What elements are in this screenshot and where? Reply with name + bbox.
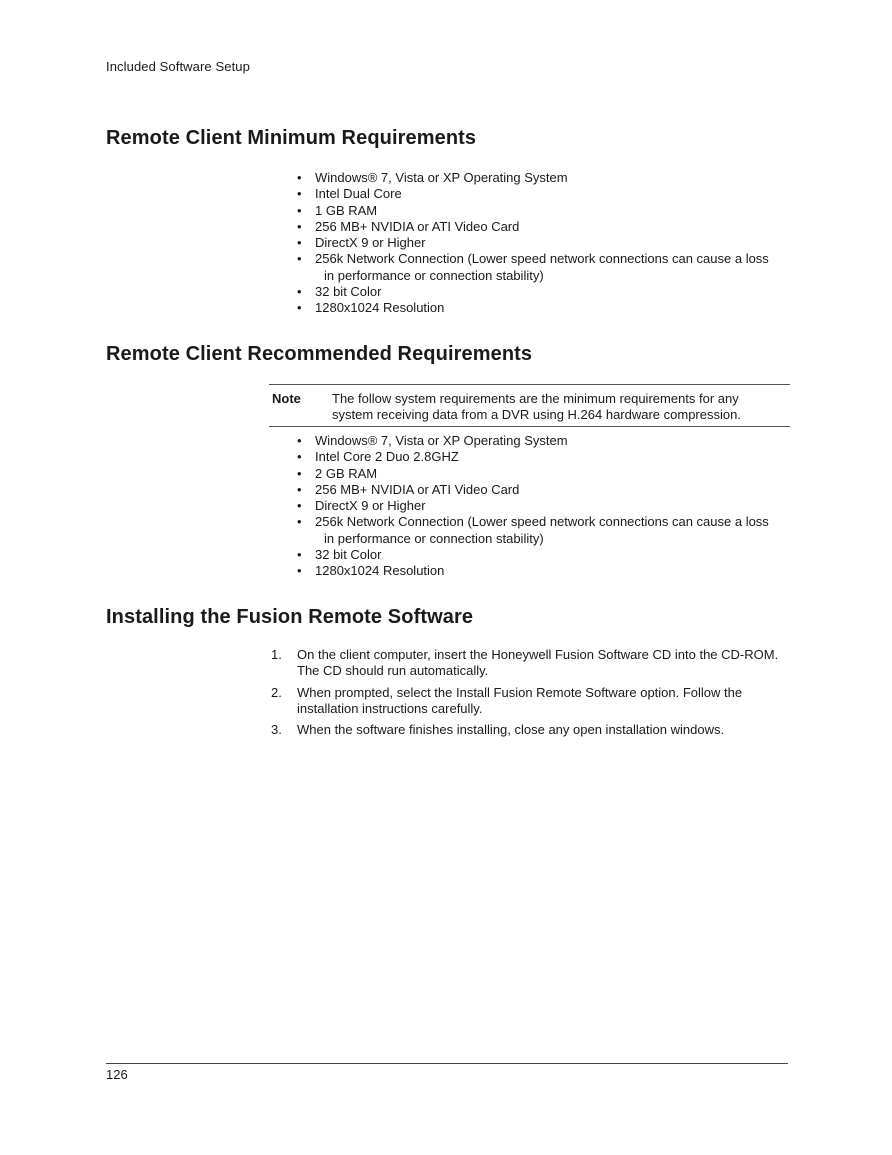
- step-item: [271, 722, 796, 738]
- note-box: [269, 384, 790, 427]
- list-item: • Intel Dual Core: [297, 186, 797, 202]
- note-label: Note: [272, 391, 301, 406]
- step-text: When the software finishes installing, close any open installation windows.: [297, 722, 725, 738]
- step-item: [271, 647, 796, 680]
- section-title-recommended-requirements: Remote Client Recommended Requirements: [106, 343, 533, 365]
- section-title-installing: Installing the Fusion Remote Software: [106, 606, 474, 628]
- list-item: • 1280x1024 Resolution: [297, 563, 797, 579]
- list-item: • 256k Network Connection (Lower speed network connections can cause a loss in performance or connection stability): [297, 514, 797, 547]
- recommended-requirements-list: [297, 433, 797, 580]
- section-title-minimum-requirements: Remote Client Minimum Requirements: [106, 127, 477, 149]
- list-item: • 256k Network Connection (Lower speed network connections can cause a loss in performance or connection stability): [297, 251, 797, 284]
- list-item: • DirectX 9 or Higher: [297, 498, 797, 514]
- list-item: • 2 GB RAM: [297, 466, 797, 482]
- list-item: • 32 bit Color: [297, 284, 797, 300]
- list-item: • 32 bit Color: [297, 547, 797, 563]
- page-number: 126: [106, 1067, 128, 1082]
- minimum-requirements-list: [297, 170, 797, 317]
- list-item: • 256 MB+ NVIDIA or ATI Video Card: [297, 482, 797, 498]
- running-header: Included Software Setup: [106, 59, 250, 74]
- list-item: • Windows® 7, Vista or XP Operating System: [297, 170, 797, 186]
- footer-divider: [106, 1063, 788, 1064]
- installation-steps-list: [271, 647, 796, 743]
- step-number: 2.: [271, 684, 282, 700]
- list-item: • 1 GB RAM: [297, 203, 797, 219]
- step-item: [271, 685, 796, 718]
- list-item: • Windows® 7, Vista or XP Operating System: [297, 433, 797, 449]
- step-text: On the client computer, insert the Honeywell Fusion Software CD into the CD-ROM. The CD should run automatically.: [297, 647, 779, 679]
- list-item: • Intel Core 2 Duo 2.8GHZ: [297, 449, 797, 465]
- list-item: • 256 MB+ NVIDIA or ATI Video Card: [297, 219, 797, 235]
- note-text: The follow system requirements are the minimum requirements for any system receiving data from a DVR using H.264 hardware compression.: [332, 391, 741, 422]
- list-item: • DirectX 9 or Higher: [297, 235, 797, 251]
- list-item: • 1280x1024 Resolution: [297, 300, 797, 316]
- step-number: 3.: [271, 722, 282, 738]
- step-text: When prompted, select the Install Fusion Remote Software option. Follow the installation instructions carefully.: [297, 684, 743, 716]
- step-number: 1.: [271, 647, 282, 662]
